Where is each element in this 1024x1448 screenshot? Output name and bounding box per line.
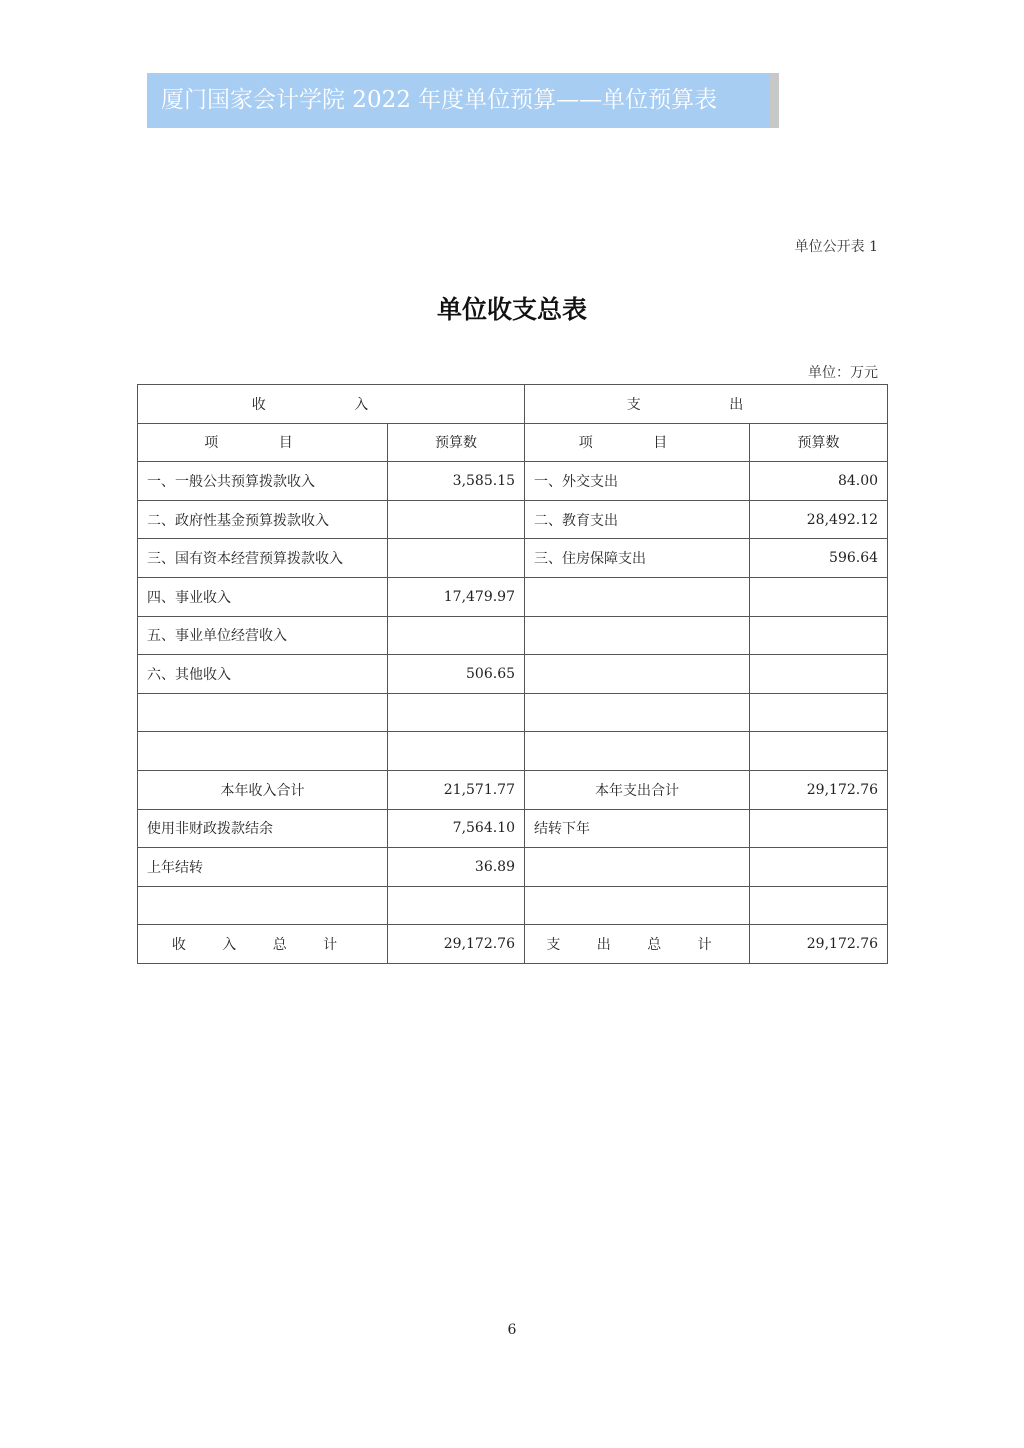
income-item: 上年结转	[138, 848, 388, 887]
expense-item: 三、住房保障支出	[525, 539, 750, 578]
table-row	[138, 539, 888, 578]
header-banner	[147, 73, 779, 128]
unit-label: 单位：万元	[808, 365, 878, 381]
expense-amount	[750, 886, 888, 925]
expense-amount: 596.64	[750, 539, 888, 578]
table-section-header	[138, 385, 888, 424]
expense-amount	[750, 693, 888, 732]
income-item: 使用非财政拨款结余	[138, 809, 388, 848]
income-item: 六、其他收入	[138, 655, 388, 694]
expense-item	[525, 693, 750, 732]
expense-amount	[750, 732, 888, 771]
budget-table	[137, 384, 888, 964]
income-amount: 17,479.97	[388, 577, 525, 616]
expense-item: 结转下年	[525, 809, 750, 848]
income-item: 一、一般公共预算拨款收入	[138, 462, 388, 501]
income-amount	[388, 539, 525, 578]
income-total-amount: 29,172.76	[388, 925, 525, 964]
expense-amount	[750, 577, 888, 616]
income-amount-header: 预算数	[388, 423, 525, 462]
income-amount	[388, 693, 525, 732]
table-number: 单位公开表 1	[794, 239, 878, 255]
expense-total-label: 支 出 总 计	[525, 925, 750, 964]
income-item	[138, 886, 388, 925]
expense-item	[525, 655, 750, 694]
income-amount	[388, 732, 525, 771]
table-row	[138, 577, 888, 616]
income-item: 五、事业单位经营收入	[138, 616, 388, 655]
income-amount: 3,585.15	[388, 462, 525, 501]
table-row	[138, 848, 888, 887]
expense-item	[525, 616, 750, 655]
expense-amount: 84.00	[750, 462, 888, 501]
expense-item: 一、外交支出	[525, 462, 750, 501]
expense-item	[525, 848, 750, 887]
expense-amount	[750, 655, 888, 694]
expense-subtotal-label: 本年支出合计	[525, 770, 750, 809]
expense-item	[525, 732, 750, 771]
income-item-header: 项 目	[138, 423, 388, 462]
expense-item: 二、教育支出	[525, 500, 750, 539]
expense-subtotal-amount: 29,172.76	[750, 770, 888, 809]
expense-header: 支 出	[525, 385, 888, 424]
table-row	[138, 616, 888, 655]
table-row	[138, 809, 888, 848]
income-item: 二、政府性基金预算拨款收入	[138, 500, 388, 539]
expense-amount	[750, 616, 888, 655]
table-row	[138, 732, 888, 771]
total-row	[138, 925, 888, 964]
income-amount: 36.89	[388, 848, 525, 887]
expense-amount	[750, 848, 888, 887]
table-row	[138, 886, 888, 925]
income-subtotal-label: 本年收入合计	[138, 770, 388, 809]
table-row	[138, 693, 888, 732]
income-amount	[388, 616, 525, 655]
table-row	[138, 500, 888, 539]
income-item	[138, 732, 388, 771]
banner-title: 厦门国家会计学院 2022 年度单位预算——单位预算表	[161, 87, 718, 113]
income-amount	[388, 500, 525, 539]
page-number: 6	[507, 1322, 517, 1338]
expense-amount	[750, 809, 888, 848]
subtotal-row	[138, 770, 888, 809]
income-item	[138, 693, 388, 732]
table-row	[138, 655, 888, 694]
expense-item	[525, 577, 750, 616]
income-total-label: 收 入 总 计	[138, 925, 388, 964]
table-column-header	[138, 423, 888, 462]
expense-item-header: 项 目	[525, 423, 750, 462]
income-item: 三、国有资本经营预算拨款收入	[138, 539, 388, 578]
income-subtotal-amount: 21,571.77	[388, 770, 525, 809]
income-amount: 506.65	[388, 655, 525, 694]
table-row	[138, 462, 888, 501]
income-header: 收 入	[138, 385, 525, 424]
page-title: 单位收支总表	[436, 295, 587, 324]
expense-item	[525, 886, 750, 925]
income-amount: 7,564.10	[388, 809, 525, 848]
income-amount	[388, 886, 525, 925]
expense-total-amount: 29,172.76	[750, 925, 888, 964]
expense-amount: 28,492.12	[750, 500, 888, 539]
income-item: 四、事业收入	[138, 577, 388, 616]
expense-amount-header: 预算数	[750, 423, 888, 462]
